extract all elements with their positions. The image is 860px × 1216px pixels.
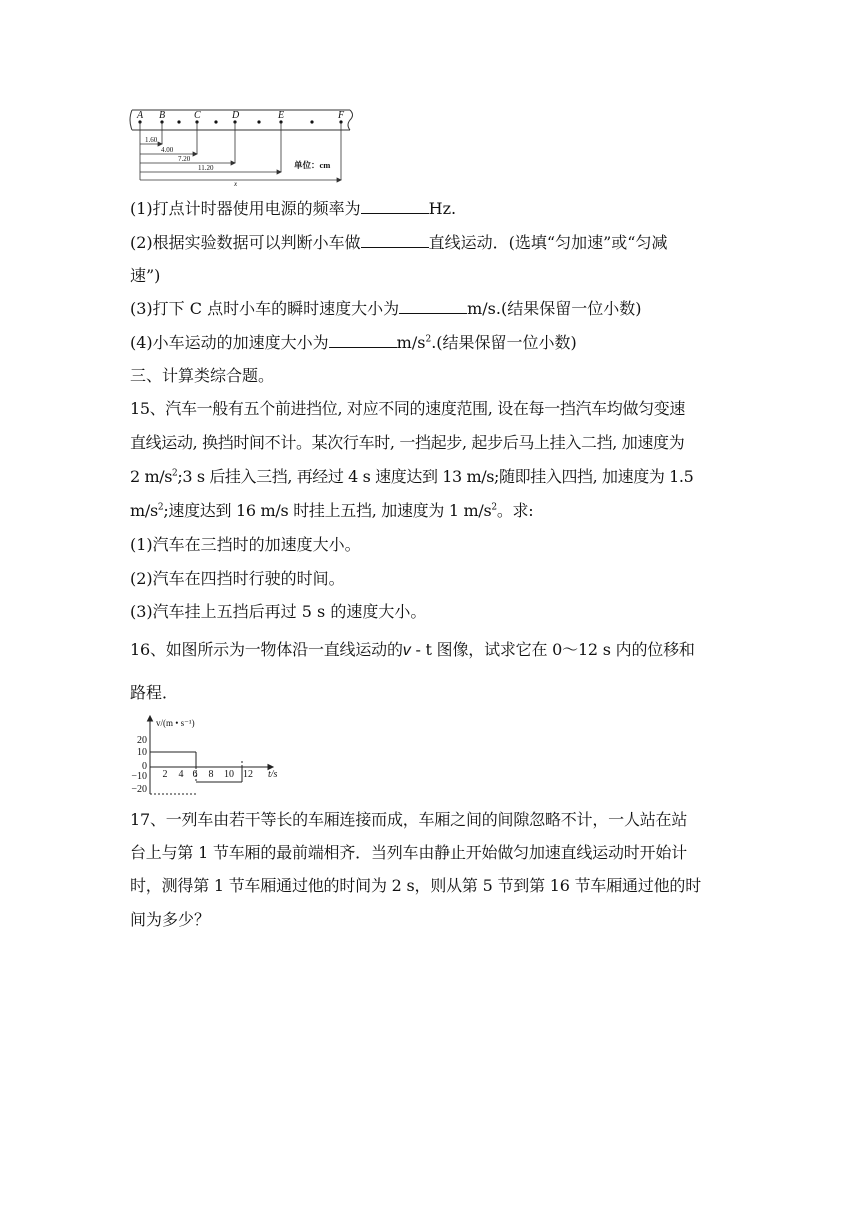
point-label-a: A — [137, 110, 144, 121]
q16-line1-tail: - t 图像，试求它在 0～12 s 内的位移和 — [410, 640, 695, 659]
q14-part3 — [130, 299, 641, 319]
q14-part2-cont — [130, 266, 160, 286]
point-label-c: C — [194, 110, 201, 121]
q15-accel-1: 2 m/s — [130, 467, 173, 486]
section-title-text: 三、计算类综合题。 — [130, 366, 275, 385]
q17-line4: 间为多少？ — [130, 910, 211, 929]
x-tick-10: 10 — [224, 769, 234, 780]
q17-line2: 台上与第 1 节车厢的最前端相齐．当列车由静止开始做匀加速直线运动时开始计 — [130, 843, 687, 862]
x-tick-8: 8 — [208, 769, 214, 780]
q15-sup-3: 2 — [491, 502, 497, 513]
q15-line1: 15、汽车一般有五个前进挡位, 对应不同的速度范围, 设在每一挡汽车均做匀变速 — [130, 399, 686, 418]
q15-line3 — [130, 467, 693, 487]
point-label-b: B — [159, 110, 166, 121]
answer-blank-1[interactable] — [361, 199, 429, 214]
q15-sub1: (1)汽车在三挡时的加速度大小。 — [130, 535, 361, 554]
point-label-f: F — [338, 110, 345, 121]
dim-label-af: x — [234, 180, 238, 186]
x-tick-12: 12 — [243, 769, 253, 780]
q14-part4 — [130, 333, 577, 353]
dim-label-ad: 7.20 — [178, 155, 191, 163]
point-label-d: D — [232, 110, 240, 121]
q16-v-symbol: v — [402, 642, 411, 659]
q15-line3-text: ;3 s 后挂入三挡, 再经过 4 s 速度达到 13 m/s;随即挂入四挡, 加速度为 1.5 — [177, 467, 694, 486]
dim-label-ab: 1.60 — [145, 136, 158, 144]
q15-sup-2: 2 — [157, 502, 164, 513]
x-tick-6: 6 — [192, 769, 198, 780]
q14-part4-unit: m/s — [396, 333, 426, 352]
q15-sub3: (3)汽车挂上五挡后再过 5 s 的速度大小。 — [130, 602, 427, 621]
q15-line2: 直线运动, 换挡时间不计。某次行车时, 一挡起步, 起步后马上挂入二挡, 加速度为 — [130, 433, 685, 452]
y-tick-20: 20 — [137, 735, 147, 746]
answer-blank-3[interactable] — [399, 299, 467, 314]
q14-part4-tail: .(结果保留一位小数) — [431, 333, 577, 352]
q15-sup-1: 2 — [172, 468, 178, 479]
q14-part3-tail: m/s.(结果保留一位小数) — [467, 299, 642, 318]
q14-part2-cont-text: 速”) — [130, 266, 161, 285]
unit-label: 单位：cm — [294, 160, 331, 170]
q14-part1-text: (1)打点计时器使用电源的频率为 — [130, 199, 361, 218]
q15-line4 — [130, 501, 533, 521]
point-label-e: E — [278, 110, 285, 121]
dim-label-ac: 4.00 — [161, 146, 174, 154]
q16-line2: 路程． — [130, 683, 179, 702]
q15-sub2: (2)汽车在四挡时行驶的时间。 — [130, 569, 345, 588]
x-axis-label: t/s — [268, 769, 278, 780]
q14-part1 — [130, 199, 456, 219]
q14-part2-tail: 直线运动．(选填“匀加速”或“匀减 — [428, 233, 668, 252]
q17-line3: 时，测得第 1 节车厢通过他的时间为 2 s，则从第 5 节到第 16 节车厢通过他的时 — [130, 876, 701, 895]
q15-line4-tail: 。求: — [496, 501, 534, 520]
q14-part4-sup: 2 — [425, 334, 432, 345]
q14-part2 — [130, 233, 667, 253]
y-tick-0: 0 — [142, 761, 147, 772]
y-tick-10: 10 — [137, 747, 147, 758]
q14-part2-text: (2)根据实验数据可以判断小车做 — [130, 233, 361, 252]
y-axis-label: v/(m • s⁻¹) — [156, 718, 195, 728]
section-title — [130, 366, 274, 386]
answer-blank-4[interactable] — [329, 333, 397, 348]
q15-line4-text: ;速度达到 16 m/s 时挂上五挡, 加速度为 1 m/s — [163, 501, 492, 520]
y-tick-minus-10: −10 — [131, 771, 147, 782]
q14-part3-text: (3)打下 C 点时小车的瞬时速度大小为 — [130, 299, 400, 318]
tape-dots — [138, 120, 342, 123]
q14-part4-text: (4)小车运动的加速度大小为 — [130, 333, 329, 352]
dim-label-ae: 11.20 — [198, 164, 214, 172]
q14-part1-unit: Hz. — [428, 199, 457, 218]
answer-blank-2[interactable] — [361, 233, 429, 248]
x-tick-2: 2 — [162, 769, 168, 780]
paper-tape-figure — [128, 104, 360, 186]
q16-line1-text: 16、如图所示为一物体沿一直线运动的 — [130, 640, 403, 659]
q17-line1: 17、一列车由若干等长的车厢连接而成，车厢之间的间隙忽略不计，一人站在站 — [130, 810, 688, 829]
y-tick-minus-20: −20 — [131, 784, 147, 795]
vt-graph — [128, 712, 288, 796]
q16-line1 — [130, 640, 695, 661]
x-tick-4: 4 — [178, 769, 184, 780]
q15-accel-2: m/s — [130, 501, 158, 520]
